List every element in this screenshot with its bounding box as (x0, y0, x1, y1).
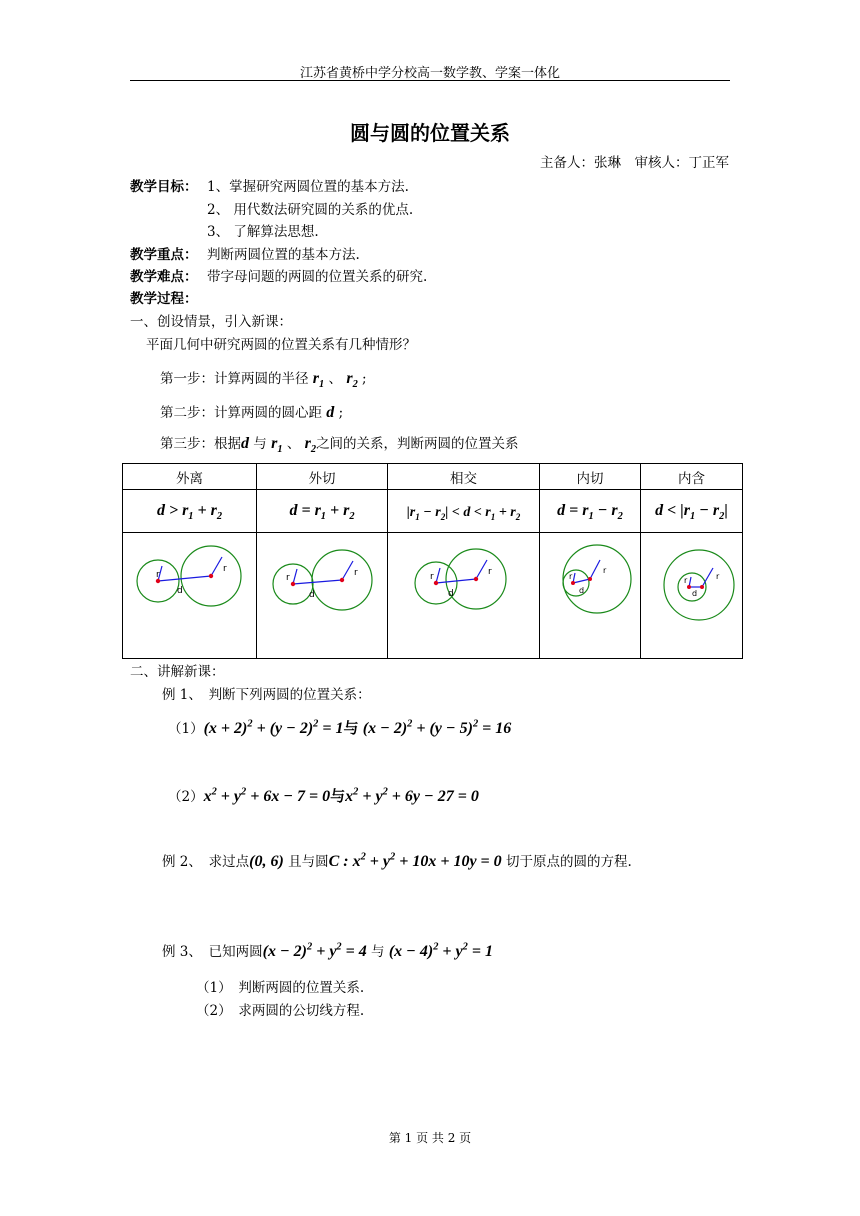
example1-problem1: $(1)(x + 2)^2 + (y - 2)^2 = 1$与 $(x - 2)^2 + (y - 5)^2 = 16$ (168, 718, 512, 737)
internal-tangent-diagram (540, 533, 640, 654)
example3-label: 例 3、 已知两圆 (162, 944, 263, 960)
svg-text:r: r (286, 573, 290, 583)
process-label: 教学过程： (130, 291, 198, 307)
intersecting-circles-diagram (388, 533, 539, 654)
difficulty-text: 带字母问题的两圆的位置关系的研究. (207, 269, 428, 285)
relationship-table (122, 463, 743, 659)
page-footer: 第 1 页 共 2 页 (388, 1131, 472, 1145)
d-symbol: d (241, 435, 249, 452)
sub-text: 判断两圆的位置关系. (238, 980, 365, 996)
svg-text:r: r (488, 567, 492, 577)
header-cell-external-tangent: 外切 (257, 464, 388, 490)
example3-circle1: $(x - 2)^2 + y^2 = 4$ (262, 941, 367, 960)
formula-cell: $d > r_1 + r_2$ (123, 490, 257, 533)
svg-text:r: r (603, 566, 607, 575)
example1-equation2: $(x - 2)^2 + (y - 5)^2 = 16$ (362, 718, 512, 737)
problem-number: （1） (168, 721, 204, 737)
diagram-cell-external-tangent (257, 533, 388, 659)
example2-mid: 且与圆 (288, 854, 329, 870)
page-title: 圆与圆的位置关系 (350, 121, 510, 145)
example1-problem2: $(2)x^2 + y^2 + 6x - 7 = 0$与$x^2 + y^2 + 6y - 27 = 0$ (168, 786, 479, 805)
svg-text:d: d (448, 589, 454, 599)
separate-circles-diagram (123, 533, 256, 654)
example2-circle: C : $x^2 + y^2 + 10x + 10y = 0$ (328, 851, 502, 870)
step2-text: 第二步：计算两圆的圆心距 (160, 405, 322, 421)
svg-text:r: r (684, 576, 688, 585)
objective-item: 2、 用代数法研究圆的关系的优点. (207, 202, 414, 218)
step3: 第三步：根据d 与 $r_1$ 、 $r_2$之间的关系，判断两圆的位置关系 (160, 435, 519, 456)
svg-text:r: r (223, 564, 227, 574)
problem-number: （2） (168, 789, 204, 805)
example3-circle2: $(x - 4)^2 + y^2 = 1$ (388, 941, 493, 960)
example2-point: (0, 6) (249, 853, 284, 870)
example2-label: 例 2、 求过点 (162, 854, 250, 870)
svg-text:d: d (309, 590, 315, 600)
formula-cell: $d < |r_1 - r_2|$ (641, 490, 743, 533)
svg-text:d: d (177, 586, 183, 596)
header-rule (130, 80, 730, 81)
key-point-label: 教学重点： (130, 247, 198, 263)
sub-text: 求两圆的公切线方程. (238, 1003, 365, 1019)
diagram-cell-internal-tangent (540, 533, 641, 659)
r2-symbol: $r_2$ (304, 435, 317, 456)
svg-text:r: r (716, 572, 720, 581)
header-cell-intersect: 相交 (388, 464, 540, 490)
formula-cell: $d = r_1 + r_2$ (257, 490, 388, 533)
step1-text: 第一步：计算两圆的半径 (160, 371, 309, 387)
section1-question: 平面几何中研究两圆的位置关系有几种情形？ (146, 337, 416, 353)
diagram-cell-contained (641, 533, 743, 659)
r1-symbol: $r_1$ (312, 370, 325, 391)
step1: 第一步：计算两圆的半径 $r_1$ 、 $r_2$ ; (160, 370, 367, 391)
formula-cell: $|r_1 - r_2| < d < r_1 + r_2$ (388, 490, 540, 533)
d-symbol: d (326, 404, 335, 421)
page-header: 江苏省黄桥中学分校高一数学教、学案一体化 (299, 66, 560, 81)
example1-label: 例 1、 判断下列两圆的位置关系： (162, 687, 371, 703)
svg-text:d: d (692, 589, 698, 598)
sub-number: （1） (196, 980, 225, 996)
example3-sub1 (196, 976, 364, 996)
example1-equation4: $x^2 + y^2 + 6y - 27 = 0$ (345, 786, 479, 805)
example3 (162, 940, 493, 961)
external-tangent-diagram (257, 533, 387, 654)
key-point-text: 判断两圆位置的基本方法. (207, 247, 360, 263)
step2: 第二步：计算两圆的圆心距 d ; (160, 404, 344, 421)
example2-end: 切于原点的圆的方程. (505, 854, 632, 870)
authors-line: 主备人：张琳 审核人：丁正军 (540, 155, 729, 171)
header-cell-internal-tangent: 内切 (540, 464, 641, 490)
svg-text:r: r (156, 570, 160, 580)
sub-number: （2） (196, 1003, 225, 1019)
objective-item: 1、掌握研究两圆位置的基本方法. (207, 179, 409, 195)
step3-prefix: 第三步：根据 (160, 436, 241, 452)
formula-cell: $d = r_1 - r_2$ (540, 490, 641, 533)
contained-circles-diagram (641, 533, 742, 654)
r1-symbol: $r_1$ (271, 435, 283, 456)
example3-mid: 与 (371, 944, 385, 960)
step3-suffix: 之间的关系，判断两圆的位置关系 (316, 436, 519, 452)
example1-equation1: $(x + 2)^2 + (y - 2)^2 = 1$ (203, 718, 344, 737)
example3-sub2 (196, 999, 364, 1019)
header-cell-contained: 内含 (641, 464, 743, 490)
step3-mid: 与 (253, 436, 267, 452)
section2-title: 二、讲解新课： (130, 664, 225, 680)
svg-text:r: r (354, 568, 358, 578)
example1-equation3: $x^2 + y^2 + 6x - 7 = 0$ (203, 786, 331, 805)
diagram-cell-intersect (388, 533, 540, 659)
svg-text:r: r (569, 572, 573, 581)
difficulty-label: 教学难点： (130, 269, 198, 285)
r2-symbol: $r_2$ (346, 370, 358, 391)
diagram-cell-separate (123, 533, 257, 659)
svg-text:d: d (579, 586, 585, 595)
svg-text:r: r (430, 572, 434, 582)
objectives-label: 教学目标： (130, 179, 198, 195)
example2 (162, 850, 632, 871)
header-cell-separate: 外离 (123, 464, 257, 490)
objective-item: 3、 了解算法思想. (207, 224, 319, 240)
section1-title: 一、创设情景，引入新课： (130, 314, 292, 330)
